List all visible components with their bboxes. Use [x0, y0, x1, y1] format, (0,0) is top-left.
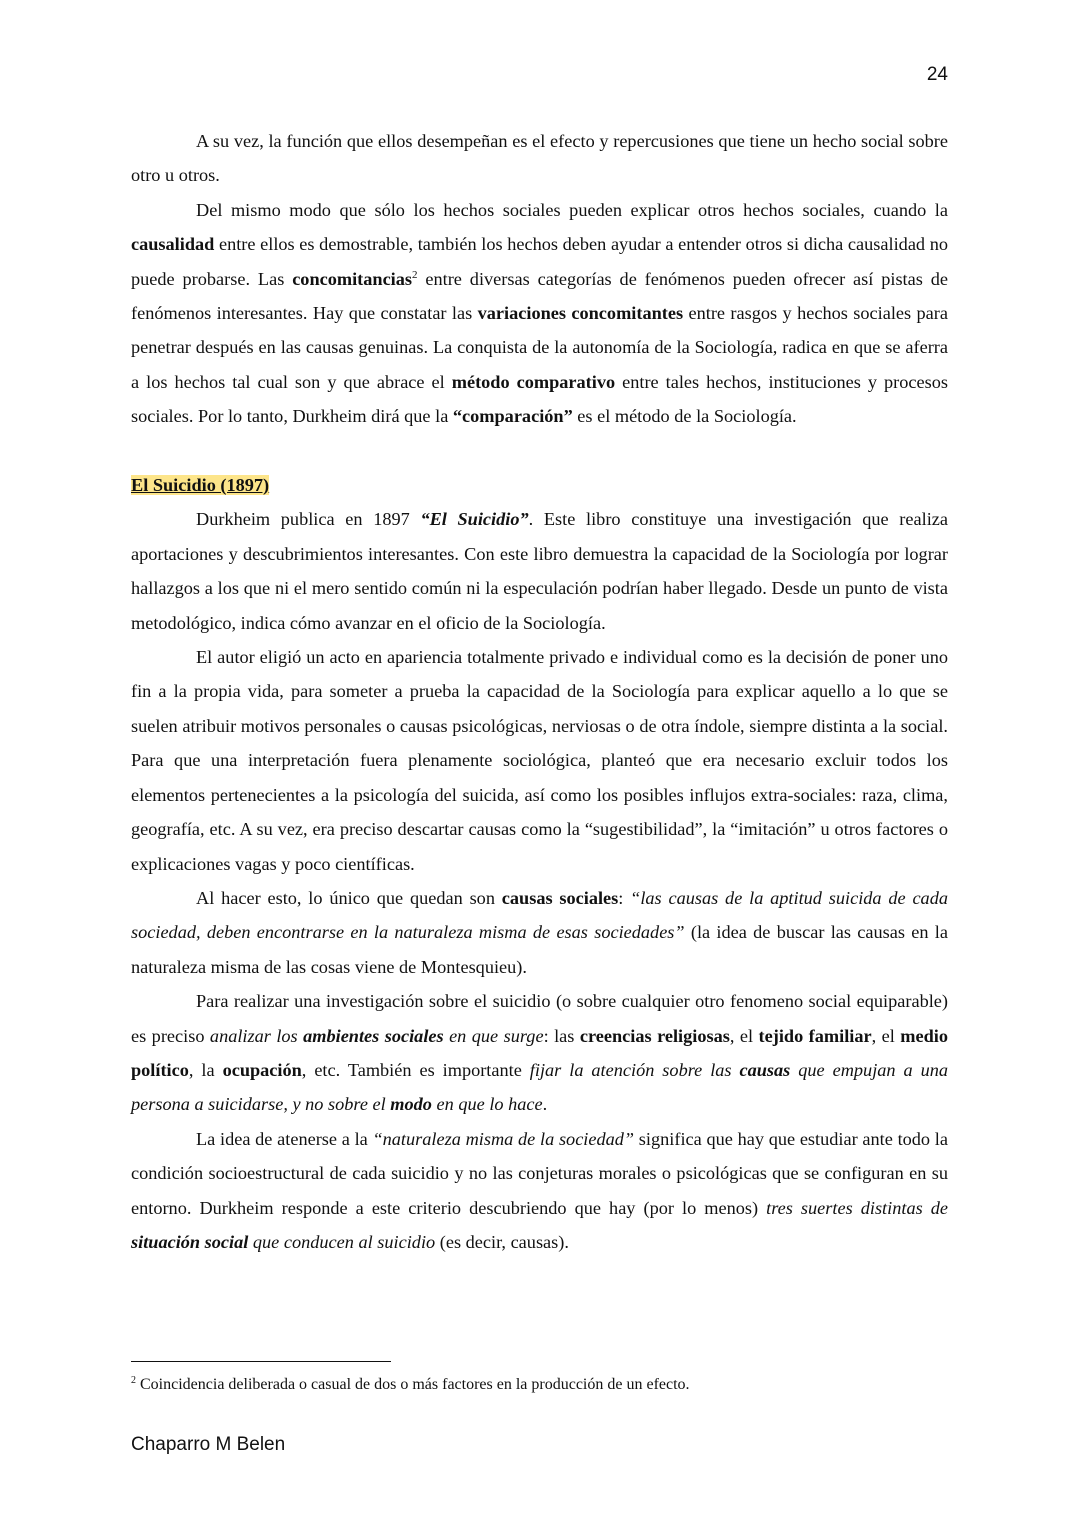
paragraph-causality	[131, 193, 948, 434]
paragraph-investigation	[131, 984, 948, 1122]
bold-term: ocupación	[222, 1059, 302, 1080]
text: entre ellos es demostrable, también los hechos deben ayudar a entender otros si dicha causalidad no puede probarse. Las	[131, 234, 948, 289]
text: A su vez, la función que ellos desempeñan es el efecto y repercusiones que tiene un hecho social sobre otro u otros.	[131, 131, 948, 186]
section-heading	[131, 468, 948, 502]
footnote	[131, 1373, 948, 1397]
bold-term: variaciones concomitantes	[477, 303, 684, 324]
text: (es decir, causas).	[435, 1231, 569, 1252]
book-title: “El Suicidio”	[420, 509, 529, 530]
bold-term: causas sociales	[501, 887, 619, 908]
text: Para realizar una investigación sobre el suicidio (o sobre cualquier otro fenomeno social equiparable) es preciso	[131, 991, 948, 1046]
text: entre tales hechos, instituciones y procesos sociales. Por lo tanto, Durkheim dirá que la	[131, 371, 948, 427]
text: La idea de atenerse a la	[196, 1128, 373, 1149]
footnote-number: 2	[131, 1375, 136, 1386]
footnote-reference[interactable]: 2	[412, 268, 418, 281]
text: , el	[871, 1025, 901, 1046]
paragraph-author-choice	[131, 640, 948, 881]
bold-term: tejido familiar	[758, 1025, 872, 1046]
text: entre diversas categorías de fenómenos pueden ofrecer así pistas de fenómenos interesantes. Hay que constatar las	[131, 268, 948, 324]
text: Al hacer esto, lo único que quedan son	[196, 887, 502, 908]
text: . Este libro constituye una investigación que realiza aportaciones y descubrimientos interesantes. Con este libro demuestra la capacidad de la Sociología por lograr hallazgos a los que ni el mero sentido común ni la especulación podrían haber llegado. Desde un punto de vista metodológico, indica cómo avanzar en el oficio de la Sociología.	[131, 509, 949, 633]
italic-text: en que lo hace	[431, 1094, 543, 1115]
italic-text: en que surge	[443, 1025, 544, 1046]
text: , la	[188, 1059, 223, 1080]
quote: “las causas de la aptitud suicida de cada sociedad, deben encontrarse en la naturaleza misma de esas sociedades”	[131, 887, 948, 943]
paragraph-publication	[131, 502, 948, 640]
text: significa que hay que estudiar ante todo la condición socioestructural de cada suicidio y no las conjeturas morales o psicológicas que se configuran en su entorno. Durkheim responde a este criterio descubriendo que hay (por lo menos)	[131, 1128, 948, 1218]
italic-text: tres suertes distintas de	[766, 1197, 948, 1218]
bold-italic-term: situación social	[131, 1231, 249, 1252]
body-text	[131, 124, 948, 1259]
bold-term: “comparación”	[452, 406, 573, 427]
italic-text: analizar los	[209, 1025, 304, 1046]
text: es el método de la Sociología.	[572, 406, 797, 427]
footnote-text: Coincidencia deliberada o casual de dos o más factores en la producción de un efecto.	[136, 1376, 690, 1393]
italic-text: que conducen al suicidio	[248, 1231, 436, 1252]
bold-italic-term: modo	[390, 1094, 432, 1115]
text: .	[542, 1094, 548, 1115]
bold-term: creencias religiosas	[579, 1025, 730, 1046]
text: : las	[543, 1025, 580, 1046]
text: :	[618, 887, 631, 908]
bold-term: concomitancias	[292, 268, 413, 289]
bold-term: método comparativo	[451, 371, 616, 392]
italic-text: fijar la atención sobre las	[529, 1059, 740, 1080]
page-number: 24	[926, 64, 948, 85]
text: Del mismo modo que sólo los hechos sociales pueden explicar otros hechos sociales, cuando la	[196, 199, 948, 220]
italic-text: que empujan a una persona a suicidarse, y no sobre el	[131, 1059, 949, 1115]
text: , etc. También es importante	[301, 1059, 530, 1080]
paragraph-social-causes	[131, 881, 948, 984]
bold-term: medio político	[131, 1025, 949, 1080]
author-footer: Chaparro M Belen	[131, 1434, 286, 1455]
section-heading-text: El Suicidio (1897)	[131, 475, 270, 496]
paragraph-nature-of-society	[131, 1122, 948, 1260]
quote: “naturaleza misma de la sociedad”	[372, 1128, 635, 1149]
text: , el	[729, 1025, 759, 1046]
paragraph-function	[131, 124, 948, 193]
text: (la idea de buscar las causas en la naturaleza misma de las cosas viene de Montesquieu).	[131, 922, 948, 977]
bold-italic-term: causas	[739, 1059, 791, 1080]
footnote-separator	[131, 1361, 391, 1362]
text: El autor eligió un acto en apariencia totalmente privado e individual como es la decisión de poner uno fin a la propia vida, para someter a prueba la capacidad de la Sociología para explicar aquello a lo que se suelen atribuir motivos personales o causas psicológicas, nerviosas o de otra índole, siempre distinta a la social. Para que una interpretación fuera plenamente sociológica, planteó que era necesario excluir todos los elementos pertenecientes a la psicología del suicida, así como los posibles influjos extra-sociales: raza, clima, geografía, etc. A su vez, era preciso descartar causas como la “sugestibilidad”, la “imitación” u otros factores o explicaciones vagas y poco científicas.	[131, 647, 948, 874]
bold-term: causalidad	[131, 234, 215, 255]
bold-italic-term: ambientes sociales	[303, 1025, 444, 1046]
text: entre rasgos y hechos sociales para penetrar después en las causas genuinas. La conquista de la autonomía de la Sociología, radica en que se aferra a los hechos tal cual son y que abrace el	[131, 303, 948, 392]
text: Durkheim publica en 1897	[196, 509, 421, 530]
